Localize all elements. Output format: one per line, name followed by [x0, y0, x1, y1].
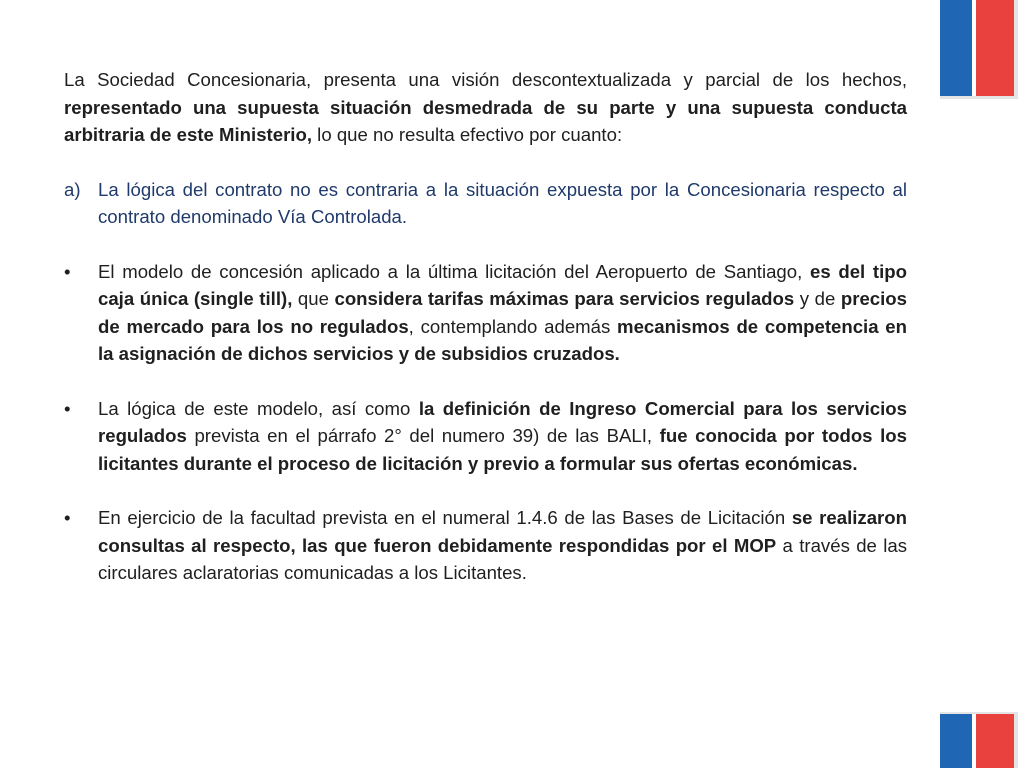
bullet-item-2	[64, 395, 907, 478]
intro-bold: representado una supuesta situación desmedrada de su parte y una supuesta conducta arbitraria de este Ministerio,	[64, 96, 907, 145]
bullet-item-1	[64, 258, 907, 368]
intro-text: La Sociedad Concesionaria, presenta una visión descontextualizada y parcial de los hechos,	[64, 69, 907, 90]
flag-blue-stripe	[940, 0, 972, 96]
flag-blue-stripe	[940, 714, 972, 768]
bullet-item-3	[64, 504, 907, 587]
flag-red-stripe	[976, 714, 1014, 768]
bullet-marker: •	[64, 260, 71, 282]
bullet-text: El modelo de concesión aplicado a la última licitación del Aeropuerto de Santiago, es del tipo caja única (single till), que considera tarifas máximas para servicios regulados y de precios de mercado para los no regulados, contemplando además mecanismos de competencia en la asignación de dichos servicios y de subsidios cruzados.	[98, 260, 908, 364]
intro-paragraph	[64, 66, 907, 149]
item-marker: a)	[64, 178, 81, 200]
bullet-marker: •	[64, 507, 71, 528]
bullet-marker: •	[64, 397, 71, 419]
flag-red-stripe	[976, 0, 1014, 96]
slide-body	[64, 66, 907, 587]
flag-decoration-bottom	[940, 714, 1014, 768]
intro-text-end: lo que no resulta efectivo por cuanto:	[312, 124, 623, 145]
flag-decoration-top	[940, 0, 1014, 96]
bullet-text: La lógica de este modelo, así como la definición de Ingreso Comercial para los servicios regulados prevista en el párrafo 2° del numero 39) de las BALI, fue conocida por todos los licitantes durante el proceso de licitación y previo a formular sus ofertas económicas.	[98, 397, 907, 474]
bullet-text: En ejercicio de la facultad prevista en el numeral 1.4.6 de las Bases de Licitación se realizaron consultas al respecto, las que fueron debidamente respondidas por el MOP a través de las circulares aclaratorias comunicadas a los Licitantes.	[98, 507, 907, 583]
item-text: La lógica del contrato no es contraria a la situación expuesta por la Concesionaria respecto al contrato denominado Vía Controlada.	[98, 178, 907, 227]
list-item-a	[64, 176, 907, 231]
